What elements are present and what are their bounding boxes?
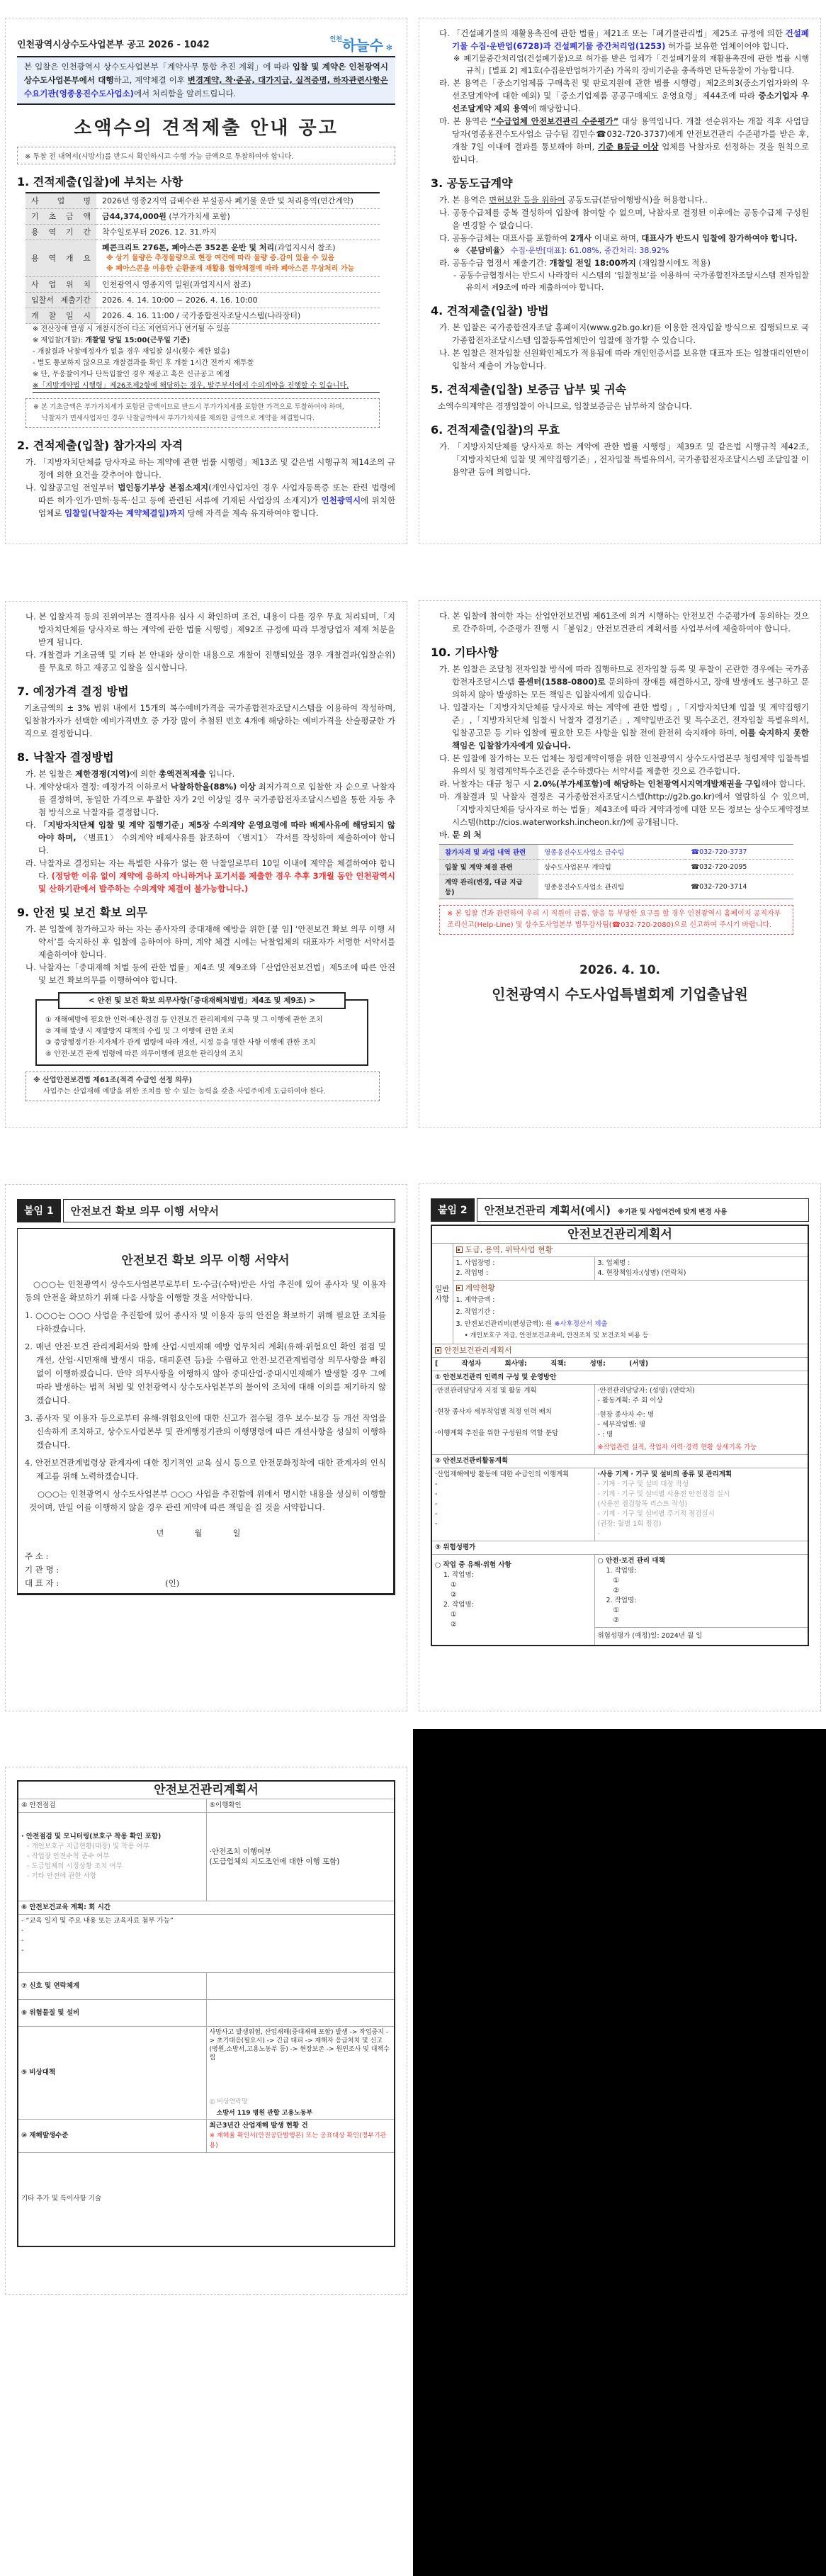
field-rep: 대 표 자 : (인): [25, 1578, 180, 1588]
item-marker: 나.: [439, 702, 453, 712]
section-heading: 1. 견적제출(입찰)에 부치는 사항: [17, 175, 183, 189]
list-line: - 기타 안전에 관한 사항: [27, 1872, 97, 1880]
item-marker: 가.: [26, 924, 39, 934]
item-marker: ※: [453, 54, 464, 63]
safety-plan-page-2: [5, 1767, 407, 2295]
item-marker: 마.: [439, 116, 453, 126]
list-item: [438, 828, 809, 841]
notice-page-1: [5, 18, 407, 544]
square-bullet-icon: [456, 1285, 463, 1291]
section-9-items-cont: [431, 609, 809, 635]
item-marker: 다.: [439, 611, 453, 621]
pledge-item: 4. 안전보건관계법령상 관계자에 대한 정기적인 교육 실시 등으로 안전문화정착에 대한 관계자의 인식 제고를 위해 노력하겠습니다.: [25, 1458, 386, 1481]
item-marker: 나.: [26, 612, 39, 621]
text-run: 개찰결과 기초금액 및 기타 본 안내와 상이한 내용으로 개찰이 진행되었을 경우 개찰결과(입찰순위)를 무효로 하고 재공고 입찰을 실시합니다.: [38, 650, 396, 673]
law-note: ※ 산업안전보건법 제61조(적격 수급인 선정 의무) 사업주는 산업재해 예방을 위한 조치를 할 수 있는 능력을 갖춘 사업주에게 도급하여야 한다.: [26, 1072, 380, 1101]
item-marker: 가.: [26, 457, 39, 467]
note-line: [33, 335, 380, 347]
list-item: [24, 961, 395, 986]
text-run: 인천광역시 영종지역 일원(과업지시서 참조): [102, 280, 251, 289]
text-run: 본 입찰에 참여한 자는 산업안전보건법 제61조에 의거 시행하는 안전보건 수준평가에 동의하는 것으로 간주하며, 수준평가 진행 시「붙임2」안전보건관리 계획서를 사업부서에 제출하여야 합니다.: [452, 611, 810, 634]
list-item: [438, 790, 809, 828]
contact-row: 참가자격 및 과업 내역 관련 영종옹진수도사업소 급수팀 ☎032-720-3737: [439, 845, 793, 860]
text-run: 입찰자는「지방자치단체를 당사자로 하는 계약에 관한 법령」,「지방자치단체 입찰 및 계약집행기준」,「지방자치단체 입찰시 낙찰자 결정기준」, 계약일반조건 및 특수조건, 전자입찰 특별유의서, 입찰공고문 등 기타 입찰에 필요한 모든 사항을 입찰 전에 완전히 숙지해야 하며,: [452, 702, 809, 738]
list-item: [438, 777, 809, 790]
text-run: 본 입찰에 참가하는 모든 업체는 청렴계약이행을 위한 인천광역시 상수도사업본부 청렴계약 입찰특별유의서 및 청렴계약특수조건을 준수하겠다는 서약서를 제출한 것으로 간주합니다.: [452, 753, 809, 776]
pledge-document: [17, 1228, 395, 1595]
text-run: ※: [453, 246, 463, 255]
list-item: [438, 77, 809, 115]
text-run: 본 용역은「중소기업제품 구매촉진 및 판로지원에 관한 법률 시행령」제2조의3(중소기업자와의 우선조달계약에 대한 예외) 및「중소기업제품 공공구매제도 운영요령」제44조에 따라: [452, 78, 809, 101]
list-item: [438, 193, 809, 206]
safety-duty-box: < 안전 및 보건 확보 의무사항(「중대재해처벌법」제4조 및 제9조) > ① 재해예방에 필요한 인력·예산·점검 등 안전보건 관리체계의 구축 및 그 이행에 관한 조치 ② 재해 발생 시 재발방지 대책의 수립 및 그 이행에 관한 조치 ③ 중앙행정기관·지자체가 관계 법령에 따라 개선, 시정 등을 명한 사항 이행에 관한 조치 ④ 안전·보건 관계 법령에 따른 의무이행에 필요한 관리상의 조치: [35, 999, 368, 1066]
list-item: [24, 481, 395, 519]
text-run: 총액견적제출: [158, 769, 206, 779]
section-heading: 4. 견적제출(입찰) 방법: [431, 304, 549, 317]
text-run: 에 의한: [130, 769, 159, 779]
text-run: 인천광역시: [321, 495, 361, 505]
section-9-items: [17, 923, 395, 986]
text-run: 콜센터(1588-0800)로: [517, 677, 606, 687]
section-3-items: [431, 193, 809, 293]
list-item: [438, 27, 809, 52]
section-heading: 2. 견적제출(입찰) 참가자의 자격: [17, 439, 183, 452]
text-run: 낙찰자는 대금 청구 시: [452, 779, 534, 789]
list-item: [438, 321, 809, 347]
list-line: ④ 안전·보건 관계 법령에 따른 의무이행에 필요한 관리상의 조치: [45, 1050, 244, 1058]
attachment-header: [431, 1198, 809, 1222]
section-8-items: [17, 767, 395, 895]
item-marker: 나.: [439, 348, 453, 358]
item-marker: 다.: [439, 753, 453, 763]
text-run: 대상 용역입니다. 개찰 선순위자는 개찰 직후 사업담당자(영종옹진수도사업소 급수팀 김민수☎032-720-3737)에게 안전보건관리 수준평가를 받은 후, 개찰 7일 이내에 결과를 통보해야 하며,: [452, 116, 810, 152]
text-run: 「건설폐기물의 재활용촉진에 관한 법률」제21조 또는「폐기물관리법」제25조 규정에 의한: [452, 28, 786, 38]
text-run: 개찰일 당일 15:00(근무일 기준): [85, 337, 191, 344]
text-run: “수급업체 안전보건관리 수준평가”: [490, 116, 619, 126]
intro-banner: [17, 56, 395, 105]
text-run: 낙찰자로 결정되는 자는 특별한 사유가 없는 한 낙찰일로부터 10일 이내에 계약을 체결하여야 합니다.: [38, 858, 396, 881]
text-run: 2026년 영종2지역 급배수관 부설공사 폐기물 운반 및 처리용역(연간계약): [102, 196, 353, 206]
attachment-tag: 붙임 1: [17, 1199, 61, 1222]
text-run: 허가를 보유한 업체이어야 합니다.: [665, 41, 789, 51]
list-line: - 작업장 안전수칙 준수 여부: [27, 1852, 110, 1860]
item-marker: 가.: [439, 664, 453, 674]
note-line: [33, 324, 380, 335]
pledge-item: 1. ○○○는 ○○○ 사업을 추진함에 있어 종사자 및 이용자 등의 안전을 확보하기 위해 필요한 조치를 다하겠습니다.: [25, 1310, 386, 1334]
info-row: 용 역 기 간 착수일로부터 2026. 12. 31.까지: [26, 225, 380, 240]
text-run: 에 위치한 업체로: [38, 495, 396, 518]
pledge-title: 안전보건 확보 의무 이행 서약서: [121, 1254, 290, 1268]
list-item: [24, 923, 395, 961]
item-marker: 가.: [26, 769, 39, 779]
text-run: 본 입찰은 인천광역시 상수도사업본부「계약사무 통합 추진 계획」에 따라: [24, 62, 293, 72]
text-run: 이를 숙지하지 못한 책임은 입찰참가자에게 있습니다.: [452, 728, 809, 750]
text-run: 금44,374,000원: [102, 212, 166, 221]
text-run: 공동수급체를 중복 결성하여 입찰에 참여할 수 없으며, 낙찰자로 결정된 이후에는 공동수급체 구성원을 변경할 수 없습니다.: [452, 208, 809, 230]
text-run: 착수일로부터 2026. 12. 31.까지: [102, 227, 217, 237]
text-run: ※「지방계약법 시행령」제26조제2항에 해당하는 경우, 발주부서에서 수의계약을 진행할 수 있습니다.: [33, 382, 349, 390]
list-item: [438, 752, 809, 777]
text-run: ※ 전산장애 발생 시 개찰시간이 다소 지연되거나 연기될 수 있음: [33, 325, 230, 333]
text-run: 「지방자치단체를 당사자로 하는 계약에 관한 법률 시행령」제39조 및 같은법 시행규칙 제42조,「지방자치단체 입찰 및 계약집행기준」, 전자입찰 특별유의서, 국가종합전자조달시스템 조달입찰 이용약관 등에 의합니다.: [452, 441, 809, 477]
info-row: 입찰서 제출기간 2026. 4. 14. 10:00 ~ 2026. 4. 16. 10:00: [26, 293, 380, 308]
list-line: ② 재해 발생 시 재발방지 대책의 수립 및 그 이행에 관한 조치: [45, 1028, 234, 1035]
list-item: [438, 663, 809, 701]
list-item: [438, 701, 809, 752]
text-run: 입찰 및 계약은 인천광역시 상수도사업본부에서 대행: [24, 62, 388, 85]
text-run: (부가가치세 포함): [166, 212, 230, 221]
text-run: 개찰결과 및 낙찰자 결정은 국가종합전자조달시스템(http://g2b.go.kr)에서 열람하실 수 있으며,「지방자치단체를 당사자로 하는 법률」제43조에 따라 계약과정에 대한 모든 정보는 상수도계약정보시스템(http://cios.waterworksh.incheon.kr/)에 공개됩니다.: [452, 792, 809, 827]
general-label: 일반 사항: [431, 1244, 453, 1344]
item-marker: -: [453, 271, 460, 280]
issuing-org: 인천광역시 수도사업특별회계 기업출납원: [492, 986, 748, 1003]
list-item: [452, 52, 809, 77]
list-item: [438, 347, 809, 372]
list-line: - 도급업체의 시정상황 조치 여부: [27, 1862, 123, 1870]
safety-plan-form-cont: 안전보건관리계획서 ④ 안전점검 ⑤이행확인 · 안전점검 및 모니터링(보호구 착용 확인 포함) - 개인보호구 지급현황(대장) 및 착용 여부 - 작업장 안전수칙 준수 여부 - 도급업체의 시정상황 조치 여부 - 기타 안전에 관한 사항 ·안전조치 이행여부 (도급업체의 지도조언에 대한 이행 포함) ⑥ 안전보건교육 계획: 회 시간 - “교육 일지 및 주요 내용 또는 교육자료 첨부 가능” - - - ⑦ 신호 및 연락체계 ⑧ 위험물질 및 설비 ⑨ 비상대책 사망사고 발생위험, 산업재해(중대재해 포함) 발생 -> 작업중지 -> 초기대응(필요시) -> 긴급 대피 -> 재해자 응급처치 및 신고(병원,소방서,고용노동부 등) -> 현장보존 -> 원인조사 및 대책수립 ◎ 비상연락망 소방서 119 병원 관할 고용노동부 ⑩ 재해발생수준 최근3년간 산업재해 발생 현황 건 ※ 재해율 확인서(안전공단발행본) 또는 공표대상 확인(정부기관용) 기타 추가 및 특이사항 기술: [17, 1780, 395, 2247]
text-run: ※ 단, 무응찰이거나 단독입찰인 경우 재공고 혹은 신규공고 예정: [33, 371, 230, 378]
list-item: [438, 257, 809, 269]
contact-row: 계약 관리(변경, 대금 지급 등) 영종옹진수도사업소 관리팀 ☎032-720-3714: [439, 874, 793, 899]
text-run: 제한경쟁(지역): [75, 769, 130, 779]
section-heading: 9. 안전 및 보건 확보 의무: [17, 906, 148, 919]
item-marker: 가.: [439, 195, 453, 205]
text-run: 입찰공고일 전일부터: [39, 483, 118, 493]
pledge-item: 3. 종사자 및 이용자 등으로부터 유해·위험요인에 대한 신고가 접수될 경우 보수·보강 등 개선 작업을 신속하게 조치하고, 상수도사업본부 및 관계행정기관의 이행명령에 따른 개선사항을 성실히 이행하겠습니다.: [25, 1413, 386, 1450]
list-item: [452, 269, 809, 293]
text-run: 문 의 처: [452, 830, 482, 840]
text-run: 문의하여 장애를 해결하시고, 장애 발생에도 불구하고 문의하지 않아 발생하는 모든 책임은 입찰자에게 있습니다.: [452, 677, 810, 699]
text-run: ※ 재입찰(개찰):: [33, 337, 86, 344]
list-item: [24, 610, 395, 648]
text-run: 개찰일 전일 18:00까지: [549, 258, 636, 268]
item-marker: 마.: [439, 792, 454, 802]
list-item: [452, 244, 809, 257]
text-run: 법인등기부상 본점소재지: [118, 483, 209, 493]
text-run: 공동수급 협정서 제출기간:: [452, 258, 550, 268]
text-run: - 별도 통보하지 않으므로 개찰결과를 확인 후 개찰 1시간 전까지 재투찰: [33, 359, 254, 367]
list-item: [24, 767, 395, 780]
list-item: [438, 440, 809, 478]
text-run: 본 입찰은 조달청 전자입찰 방식에 따라 집행하므로 전자입찰 등록 및 투찰이 곤란한 경우에는 국가종합전자조달시스템: [452, 664, 809, 687]
item-marker: 다.: [26, 820, 40, 830]
list-line: -: [597, 1530, 600, 1538]
text-run: 기준 B등급 이상: [597, 142, 659, 152]
text-run: 업체를 낙찰자로 선정하는 것을 원칙으로 합니다.: [452, 142, 809, 164]
form-title: 안전보건관리계획서: [431, 1225, 808, 1244]
section-5-text: 소액수의계약은 경쟁입찰이 아니므로, 입찰보증금은 납부하지 않습니다.: [438, 401, 692, 411]
pledge-items: [25, 1309, 386, 1483]
square-bullet-icon: [435, 1347, 441, 1354]
section-2-items: [17, 456, 395, 519]
text-run: 본 입찰자격 등의 진위여부는 결격사유 심사 시 확인하며 조건, 내용이 다를 경우 무효 처리되며,「지방자치단체를 당사자로 하는 계약에 관한 법률 시행령」제92조 규정에 따라 부정당업자 제재 처분을 받게 됩니다.: [38, 612, 395, 647]
item-marker: 라.: [439, 258, 453, 268]
info-row: 사 업 명 2026년 영종2지역 급배수관 부설공사 폐기물 운반 및 처리용역(연간계약): [26, 193, 380, 209]
info-row: 사 업 위 치 인천광역시 영종지역 일원(과업지시서 참조): [26, 277, 380, 293]
section-7-text: 기초금액의 ± 3% 범위 내에서 15개의 복수예비가격을 국가종합전자조달시스템을 이용하여 작성하며, 입찰참가자가 선택한 예비가격번호 중 가장 많이 추첨된 번호 4개에 해당하는 예비가격을 산술평균한 가격으로 결정합니다.: [24, 703, 395, 738]
list-line: (권장: 월별 1회 점검): [597, 1520, 662, 1528]
item-marker: 다.: [439, 28, 453, 38]
section-6-items: [431, 440, 809, 478]
text-run: 수집·운반[대표]: 61.08%, 중간처리: 38.92%: [508, 246, 669, 255]
text-run: 본 용역은: [452, 195, 490, 205]
list-item: [438, 115, 809, 166]
info-row: 기 초 금 액 금44,374,000원 (부가가치세 포함): [26, 209, 380, 225]
text-run: 중소기업자 우선조달계약 제외 용역: [452, 91, 809, 113]
item-marker: 나.: [26, 483, 40, 493]
item-marker: 다.: [26, 650, 40, 660]
section-heading: 10. 기타사항: [431, 646, 499, 659]
text-run: 본 입찰은 국가종합전자조달 홈페이지(www.g2b.go.kr)를 이용한 전자입찰 방식으로 집행되므로 국가종합전자조달시스템 입찰등록업체만이 입찰에 참가할 수 있습니다.: [452, 322, 810, 345]
section-6-items-cont: [17, 610, 395, 674]
attachment-1-page: [5, 1184, 407, 1711]
note-line: [33, 369, 380, 381]
note-line: [33, 358, 380, 369]
square-bullet-icon: [456, 1247, 463, 1253]
list-line: - 기계 · 기구 및 설비별 사용전 안전점검 실시: [597, 1490, 730, 1498]
note-line: [33, 381, 380, 392]
text-run: 입니다.: [205, 769, 235, 779]
notice-page-4: [419, 600, 821, 1128]
text-run: 하고, 계약체결 이후: [113, 75, 188, 85]
notice-page-3: [5, 601, 407, 1128]
safety-plan-form: 안전보건관리계획서 일반 사항 도급, 용역, 위탁사업 현황 1. 사업장명 : 2. 작업명 : 3. 업체명 : 4. 현장책임자:(성명) (연락처) 계약현황 1. 계약금액 : 2. 작업기간 : 3. 안전보건관리비(편성금액): 원 ※사후정산서 제출 • 개인보호구 지급, 안전보건교육비, 안전조치 및 보건조치 비용 등 안전보건관리계획서 [ 작성자 회사명: 직책: 성명: (서명) ① 안전보건관리 인력의 구성 및 운영방안 ·안전관리담당자 지정 및 활동 계획 ·현장 종사자 세부작업별 적정 인력 배치 ·이행계획 추진을 위한 구성원의 역할 분담 ·안전관리담당자: (성명) (연락처) - 활동계획: 주 회 이상 ·현장 종사자 수: 명 - 세부작업별: 명 - : 명 ※작업관련 실적, 작업자 이력·경력 현황 상세기록 가능 ② 안전보건관리활동계획 ·산업재해예방 활동에 대한 수급인의 이행계획 - - - - - ·사용 기계 · 기구 및 설비의 종류 및 관리계획 - 기계 · 기구 및 설비 대장 작성 - 기계 · 기구 및 설비별 사용전 안전점검 실시 (사용전 점검항목 리스트 작성) - 기계 · 기구 및 설비별 주기적 점검실시 (권장: 월별 1회 점검) - ③ 위험성평가 ○ 작업 중 유해·위험 사항 1. 작업명: ① ② 2. 작업명: ① ② ○ 안전·보건 관리 대책 1. 작업명: ① ② 2. 작업명: ① ② 위험성평가 (예정)일: 2024년 월 일: [431, 1225, 809, 1646]
text-run: 에 해당합니다.: [528, 103, 581, 113]
text-run: 본 입찰은 전자입찰 신원확인제도가 적용됨에 따라 개인인증서를 보유한 대표자 또는 입찰대리인만이 입찰서 제출이 가능합니다.: [452, 348, 809, 371]
list-line: (사용전 점검항목 리스트 작성): [597, 1500, 688, 1508]
text-run: 대표사가 반드시 입찰에 참가하여야 합니다.: [641, 233, 798, 243]
item-marker: 바.: [439, 830, 453, 840]
section-heading: 5. 견적제출(입찰) 보증금 납부 및 귀속: [431, 383, 627, 396]
text-run: 낙찰하한율(88%) 이상: [170, 782, 256, 792]
field-org: 기 관 명 :: [25, 1565, 60, 1575]
contact-row: 입찰 및 계약 체결 관련 상수도사업본부 계약팀 ☎032-720-2095: [439, 860, 793, 874]
text-run: 당해 자격을 계속 유지하여야 합니다.: [185, 508, 319, 518]
attachment-title: 안전보건관리 계획서(예시) ※기관 및 사업여건에 맞게 변경 사용: [477, 1198, 809, 1222]
section-heading: 6. 견적제출(입찰)의 무효: [431, 423, 560, 437]
notice-number: 인천광역시상수도사업본부 공고 2026 - 1042: [17, 40, 210, 50]
text-run: 입찰일(낙찰자는 계약체결일)까지: [64, 508, 186, 518]
text-run: 공동도급(분담이행방식)을 허용합니다..: [565, 195, 708, 205]
text-run: 에서 처리함을 알려드립니다.: [133, 89, 237, 99]
attachment-title: 안전보건 확보 의무 이행 서약서: [63, 1199, 395, 1222]
form-title: 안전보건관리계획서: [18, 1781, 395, 1799]
item-marker: 다.: [439, 233, 453, 243]
section-2-items-cont: [431, 27, 809, 166]
contract-heading: 도급, 용역, 위탁사업 현황: [453, 1244, 808, 1257]
info-row: 용 역 개 요 폐콘크리트 276톤, 폐아스콘 352톤 운반 및 처리(과업지시서 참조) ※ 상기 물량은 추정물량으로 현장 여건에 따라 물량 증.감이 있을 수 있음 ※ 폐아스콘을 이용한 순환골재 재활용 협약체결에 따라 폐아스콘 무상처리 가능: [26, 240, 380, 277]
notice-title: 소액수의 견적제출 안내 공고: [74, 118, 339, 139]
list-item: [438, 232, 809, 244]
text-run: 〈별표1〉 수의계약 배제사유를 참조하여 〈별지1〉 각서를 작성하여 제출하여야 합니다.: [38, 833, 395, 855]
item-marker: 라.: [26, 858, 40, 868]
bid-notes: [33, 324, 380, 393]
item-marker: 나.: [26, 782, 39, 792]
text-run: 해야 합니다.: [761, 779, 805, 789]
risk-assessment-date: 위험성평가 (예정)일: 2024년 월 일: [595, 1627, 808, 1643]
list-line: ③ 중앙행정기관·지자체가 관계 법령에 따라 개선, 시정 등을 명한 사항 이행에 관한 조치: [45, 1039, 316, 1047]
blank-black-area: [413, 1729, 826, 2576]
section-10-items: [431, 663, 809, 841]
text-run: 낙찰자는「중대재해 처벌 등에 관한 법률」제4조 및 제9조와「산업안전보건법」제5조에 따른 안전 및 보건 확보의무를 이행하여야 합니다.: [38, 962, 395, 985]
text-run: 2026. 4. 16. 11:00 / 국가종합전자조달시스템(나라장터): [102, 311, 301, 320]
text-run: 건설폐기물 수집·운반업(6728)과 건설폐기물 중간처리업(1253): [452, 28, 809, 51]
section-heading: 7. 예정가격 결정 방법: [17, 685, 129, 698]
notice-page-2: [419, 18, 821, 544]
logo: $^{인천}$하늘수 ✻: [329, 36, 392, 54]
text-run: 계약상대자 결정: 예정가격 이하로서: [38, 782, 171, 792]
text-run: 폐콘크리트 276톤, 폐아스콘 352톤 운반 및 처리: [102, 243, 275, 252]
text-run: 최저가격으로 입찰한 자 순으로 낙찰자를 결정하며, 동일한 가격으로 투찰한 자가 2인 이상일 경우 국가종합전자조달시스템을 통한 자동 추첨 방식으로 낙찰자를 결정합니다.: [38, 782, 395, 817]
text-run: (개인사업자인 경우 사업자등록증 또는 관련 법령에 따른 허가·인가·면허·등록·신고 등에 관련된 서류에 기재된 사업장의 소재지)가: [38, 483, 395, 505]
bid-info-table: [26, 192, 380, 324]
text-run: 본 입찰에 참가하고자 하는 자는 종사자의 중대재해 예방을 위한 [붙 임] ‘안전보건 확보 의무 이행 서약서’를 숙지하신 후 입찰에 응하여야 하며, 계약 체결 시에는 낙찰업체의 대표자가 서명한 서약서를 제출하여야 합니다.: [38, 924, 395, 960]
list-item: [24, 456, 395, 481]
text-run: 〈분담비율〉: [462, 246, 509, 255]
text-run: 공동수급협정서는 반드시 나라장터 시스템의 ‘입찰정보’를 이용하여 국가종합전자조달시스템 전자입찰유의서 제9조에 따라 제출하여야 합니다.: [459, 271, 809, 292]
note-line: [33, 347, 380, 358]
attachment-tag: 붙임 2: [431, 1198, 475, 1222]
text-run: 본 용역은: [453, 116, 491, 126]
section-heading: 8. 낙찰자 결정방법: [17, 750, 114, 764]
writer-row: [ 작성자 회사명: 직책: 성명: (서명): [431, 1358, 808, 1371]
list-item: [438, 609, 809, 635]
item-marker: 가.: [439, 322, 453, 332]
text-run: 이내로 하며,: [592, 233, 642, 243]
text-run: 면허보완 등을 위하여: [489, 195, 565, 205]
text-run: 2026. 4. 14. 10:00 ~ 2026. 4. 16. 10:00: [102, 296, 258, 305]
attachment-2-page: [419, 1183, 821, 1711]
contact-table: [439, 844, 793, 899]
pledge-closing: ○○○는 인천광역시 상수도사업본부 ○○○ 사업을 추진함에 위에서 명시한 내용을 성실히 이행할 것이며, 만일 이를 이행하지 않을 경우 관련 계약에 따른 책임을 질 것을 서약합니다.: [29, 1489, 386, 1512]
item-marker: 라.: [439, 779, 453, 789]
list-item: [24, 648, 395, 674]
notice-date: 2026. 4. 10.: [579, 963, 660, 977]
text-run: 공동수급체는 대표사를 포함하여: [452, 233, 570, 243]
vat-note: ※ 본 기초금액은 부가가치세가 포함된 금액이므로 반드시 부가가치세를 포함한 가격으로 투찰하여야 하며, 낙찰자가 면세사업자인 경우 낙찰금액에서 부가가치세를 제외한 금액으로 계약을 체결합니다.: [26, 398, 380, 428]
attachment-header: [17, 1199, 395, 1222]
list-line: ① 재해예방에 필요한 인력·예산·점검 등 안전보건 관리체계의 구축 및 그 이행에 관한 조치: [45, 1016, 323, 1024]
item-marker: 라.: [439, 78, 453, 88]
list-item: [24, 819, 395, 857]
item-marker: 가.: [439, 441, 454, 451]
pledge-item: 2. 매년 안전·보건 관리계획서와 함께 산업·시민재해 예방 업무처리 계획(유해·위험요인 확인 점검 및 개선, 산업·시민재해 발생시 대응, 대피훈련 등)을 수립하고 안전·보건관계법령상 의무사항을 빠짐없이 이행하겠습니다. 만약 의무사항을 이행하지 않아 중대산업·중대시민재해가 발생할 경우 그에 따라 발생하는 법적 처벌 및 인천광역시 상수도사업본부의 불이익 조치에 대해 이의를 제기하지 않겠습니다.: [25, 1342, 386, 1405]
text-run: (정당한 이유 없이 계약에 응하지 아니하거나 포기서를 제출한 경우 추후 3개월 동안 인천광역시 및 산하기관에서 발주하는 수의계약 체결이 불가능합니다.): [38, 871, 395, 894]
text-run: 폐기물중간처리업(건설폐기물)으로 허가를 받은 업체가「건설폐기물의 재활용촉진에 관한 법률 시행규칙」[별표 2] 제1호(수집운반업허가기준) 가목의 장비기준을 충족하면 단독응찰이 가능합니다.: [463, 54, 809, 75]
pledge-date: 년 월 일: [156, 1529, 255, 1538]
info-row: 개 찰 일 시 2026. 4. 16. 11:00 / 국가종합전자조달시스템(나라장터): [26, 308, 380, 324]
list-line: - 기계 · 기구 및 설비별 주기적 점검실시: [597, 1510, 715, 1518]
bid-tip: ※ 투찰 전 내역서(시방서)를 반드시 확인하시고 수행 가능 금액으로 투찰하여야 합니다.: [17, 147, 395, 164]
list-item: [24, 780, 395, 819]
text-run: 「지방자치단체 입찰 및 계약 집행기준」제5장 수의계약 운영요령에 따라 배제사유에 해당되지 않아야 하며,: [38, 820, 395, 843]
text-run: 2개사: [570, 233, 592, 243]
item-marker: 나.: [26, 962, 39, 972]
section-heading: 3. 공동도급계약: [431, 176, 513, 190]
text-run: (과업지시서 참조): [274, 243, 336, 252]
item-marker: 나.: [439, 208, 453, 218]
list-line: - 개인보호구 지급현황(대장) 및 착용 여부: [27, 1843, 149, 1850]
text-run: 변경계약, 착·준공, 대가지급, 실적증명, 하자관련사항은: [187, 75, 389, 85]
text-run: - 개찰결과 낙찰예정자가 없을 경우 재입찰 실시(횟수 제한 없음): [33, 348, 230, 356]
section-4-items: [431, 321, 809, 372]
text-run: 2.0%(부가세포함)에 해당하는 인천광역시지역개발채권을 구입: [533, 779, 762, 789]
list-item: [24, 857, 395, 895]
list-line: - 기계 · 기구 및 설비 대장 작성: [597, 1480, 689, 1488]
field-address: 주 소 :: [25, 1551, 49, 1561]
text-run: 수요기관(영종옹진수도사업소): [24, 89, 134, 99]
seal-mark: (인): [165, 1578, 180, 1588]
list-item: [438, 206, 809, 232]
snowflake-icon: ✻: [385, 43, 392, 52]
pledge-intro: ○○○는 인천광역시 상수도사업본부로부터 도·수급(수탁)받은 사업 추진에 있어 종사자 및 이용자 등의 안전을 확보하기 위해 다음 사항을 이행할 것을 서약합니다.: [25, 1279, 386, 1303]
report-notice: ※ 본 입찰 건과 관련하여 우리 시 직원이 금품, 향응 등 부당한 요구를 할 경우 인천광역시 홈페이지 공직자부조리신고(Help-Line) 및 상수도사업본부 법무감사팀(☎032-720-2080)으로 신고하여 주시기 바랍니다.: [439, 905, 793, 935]
text-run: 본 입찰은: [38, 769, 76, 779]
text-run: 「지방자치단체를 당사자로 하는 계약에 관한 법률 시행령」제13조 및 같은법 시행규칙 제14조의 규정에 의한 요건을 갖추어야 합니다.: [38, 457, 396, 480]
text-run: (재입찰시에도 적용): [635, 258, 711, 268]
